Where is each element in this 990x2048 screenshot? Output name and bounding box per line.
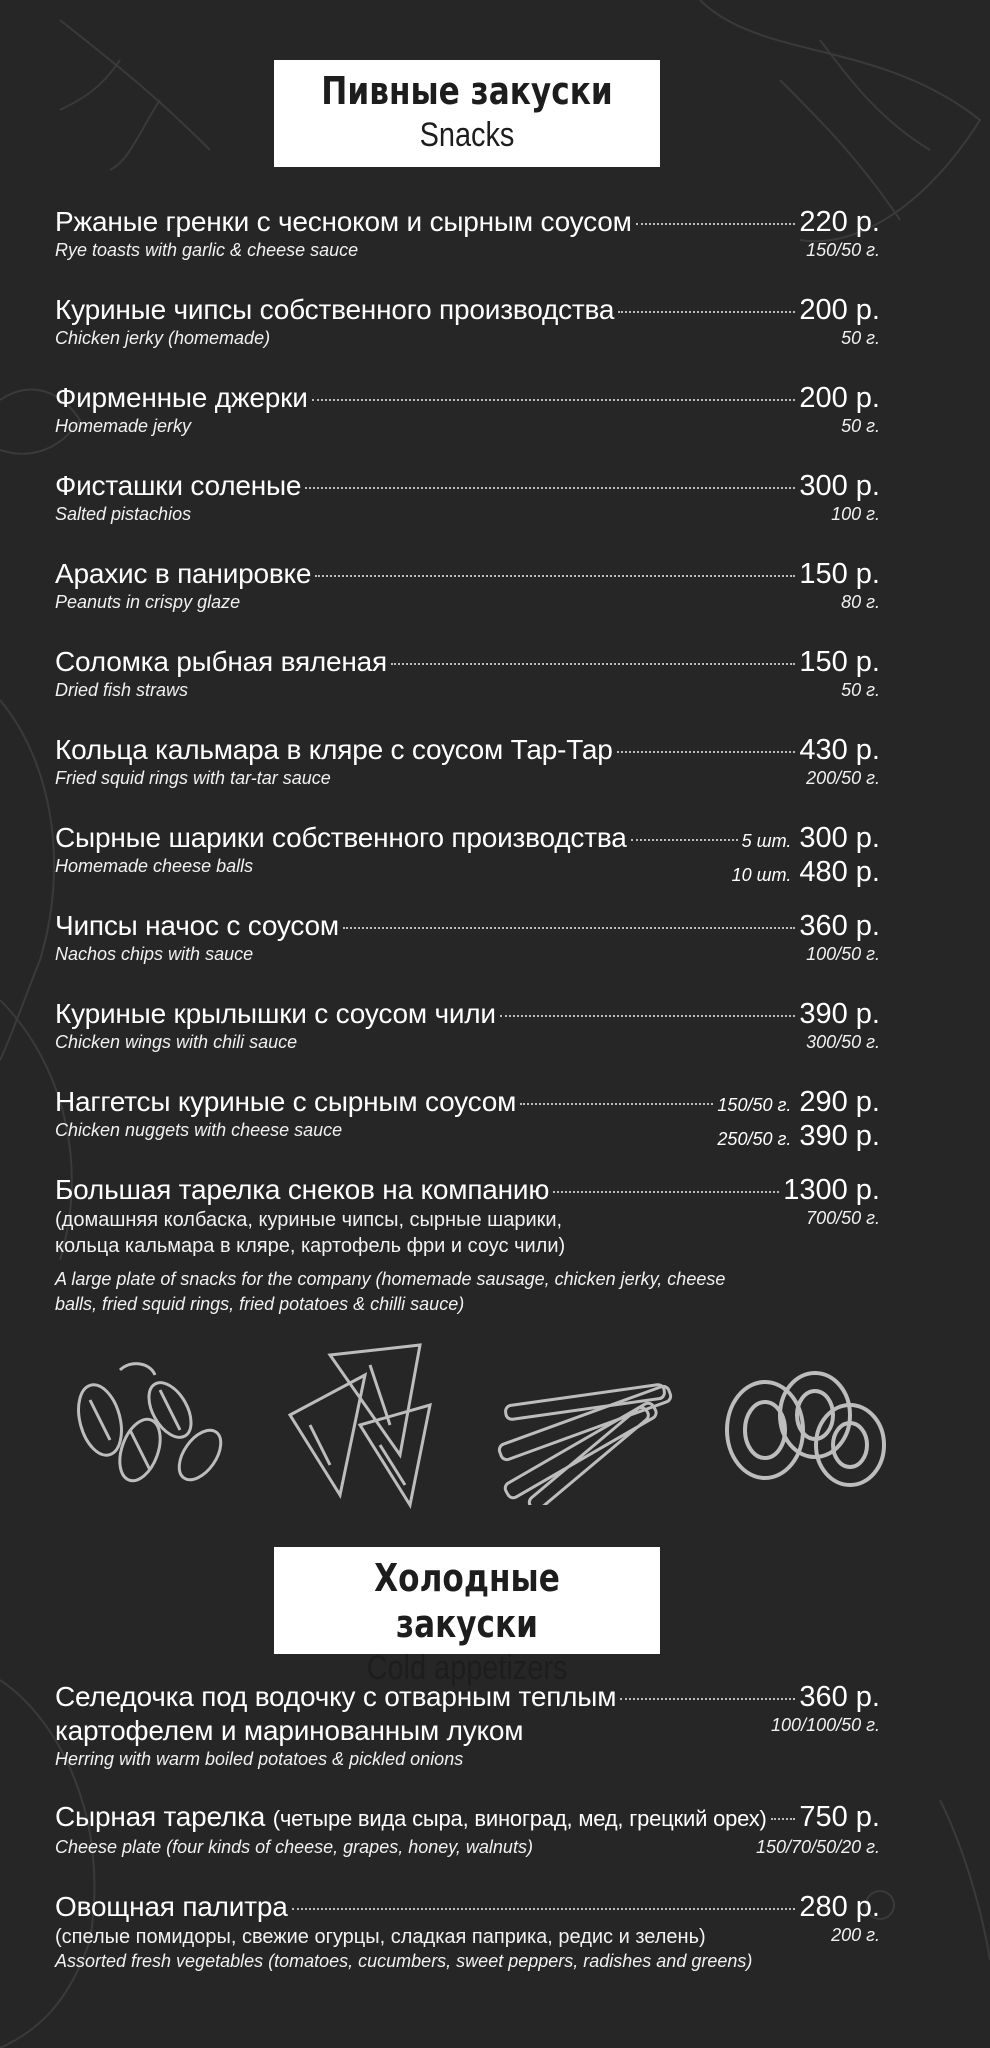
item-desc-en: Fried squid rings with tar-tar sauce bbox=[55, 768, 331, 788]
item-weight: 700/50 г. bbox=[806, 1208, 880, 1228]
item-name-line2: картофелем и маринованным луком bbox=[55, 1715, 524, 1746]
item-price: 390 р. bbox=[799, 1120, 880, 1152]
item-desc-en: Homemade cheese balls bbox=[55, 856, 254, 876]
menu-item bbox=[55, 381, 880, 437]
item-price: 290 р. bbox=[799, 1086, 880, 1118]
item-price: 150 р. bbox=[799, 646, 880, 678]
item-weight: 100/50 г. bbox=[806, 944, 880, 964]
item-name-main: Сырная тарелка bbox=[55, 1801, 266, 1832]
item-price: 220 р. bbox=[799, 206, 880, 238]
leader-dots bbox=[520, 1103, 713, 1105]
item-name: Наггетсы куриные с сырным соусом bbox=[55, 1086, 517, 1117]
item-price: 360 р. bbox=[799, 1681, 880, 1713]
item-name: Соломка рыбная вяленая bbox=[55, 646, 388, 677]
leader-dots bbox=[500, 1015, 796, 1017]
item-name: Селедочка под водочку с отварным теплым bbox=[55, 1681, 617, 1712]
item-weight: 50 г. bbox=[841, 416, 880, 436]
item-quantity: 10 шт. bbox=[731, 865, 792, 885]
section-title-en: Cold appetizers bbox=[366, 1649, 568, 1687]
section-title-snacks bbox=[274, 60, 660, 167]
leader-dots bbox=[553, 1191, 779, 1193]
item-name: Сырные шарики собственного производства bbox=[55, 822, 627, 853]
section-title-cold bbox=[274, 1547, 660, 1687]
menu-item bbox=[55, 293, 880, 349]
squid-rings-icon bbox=[720, 1355, 890, 1505]
leader-dots bbox=[618, 311, 795, 313]
item-desc-ru: (спелые помидоры, свежие огурцы, сладкая паприка, редис и зелень) bbox=[55, 1926, 706, 1948]
leader-dots bbox=[292, 1908, 796, 1910]
leader-dots bbox=[620, 1698, 795, 1700]
menu-item bbox=[55, 1890, 880, 1972]
item-price: 280 р. bbox=[799, 1891, 880, 1923]
section-title-ru: Холодные закуски bbox=[374, 1556, 560, 1646]
item-weight: 200 г. bbox=[831, 1925, 880, 1945]
item-name: Чипсы начос с соусом bbox=[55, 910, 339, 941]
leader-dots bbox=[636, 223, 796, 225]
item-weight: 50 г. bbox=[841, 680, 880, 700]
item-name: Арахис в панировке bbox=[55, 558, 312, 589]
item-name: Куриные крылышки с соусом чили bbox=[55, 998, 496, 1029]
item-name: Фирменные джерки bbox=[55, 382, 308, 413]
leader-dots bbox=[771, 1818, 796, 1820]
menu-item bbox=[55, 557, 880, 613]
item-price: 430 р. bbox=[799, 734, 880, 766]
menu-item bbox=[55, 997, 880, 1053]
menu-item bbox=[55, 645, 880, 701]
item-name: Овощная палитра bbox=[55, 1891, 288, 1922]
leader-dots bbox=[312, 399, 796, 401]
menu-item bbox=[55, 1800, 880, 1858]
menu-item bbox=[55, 1173, 880, 1317]
item-desc-en: Cheese plate (four kinds of cheese, grapes, honey, walnuts) bbox=[55, 1837, 533, 1857]
menu-item bbox=[55, 469, 880, 525]
item-desc-en: Herring with warm boiled potatoes & pickled onions bbox=[55, 1749, 464, 1769]
item-name: Кольца кальмара в кляре с соусом Тар-Тар bbox=[55, 734, 613, 765]
menu-item bbox=[55, 205, 880, 261]
item-price-alt bbox=[717, 1119, 880, 1153]
leader-dots bbox=[617, 751, 796, 753]
item-weight: 100/100/50 г. bbox=[771, 1715, 880, 1735]
item-quantity: 250/50 г. bbox=[717, 1129, 792, 1149]
item-weight: 100 г. bbox=[831, 504, 880, 524]
item-desc-en: Homemade jerky bbox=[55, 416, 192, 436]
item-desc-en: Rye toasts with garlic & cheese sauce bbox=[55, 240, 359, 260]
menu-item bbox=[55, 1085, 880, 1153]
item-quantity: 150/50 г. bbox=[717, 1095, 792, 1115]
item-desc-en: Nachos chips with sauce bbox=[55, 944, 254, 964]
item-name: Большая тарелка снеков на компанию bbox=[55, 1174, 550, 1205]
item-price: 360 р. bbox=[799, 910, 880, 942]
item-price: 200 р. bbox=[799, 382, 880, 414]
item-desc-en: Chicken jerky (homemade) bbox=[55, 328, 271, 348]
item-weight: 80 г. bbox=[841, 592, 880, 612]
leader-dots bbox=[343, 927, 795, 929]
item-name bbox=[55, 1800, 767, 1836]
item-desc-en: Salted pistachios bbox=[55, 504, 192, 524]
peanuts-icon bbox=[60, 1350, 240, 1510]
item-desc-en: Peanuts in crispy glaze bbox=[55, 592, 241, 612]
item-desc-en: Chicken nuggets with cheese sauce bbox=[55, 1120, 343, 1140]
item-name: Фисташки соленые bbox=[55, 470, 302, 501]
item-name-note: (четыре вида сыра, виноград, мед, грецкий орех) bbox=[272, 1806, 767, 1831]
item-name: Куриные чипсы собственного производства bbox=[55, 294, 615, 325]
item-desc-ru: (домашняя колбаска, куриные чипсы, сырные шарики, кольца кальмара в кляре, картофель фри и соус чили) bbox=[55, 1209, 566, 1257]
menu-item bbox=[55, 821, 880, 889]
item-weight: 150/70/50/20 г. bbox=[756, 1837, 880, 1857]
item-price: 200 р. bbox=[799, 294, 880, 326]
item-weight: 150/50 г. bbox=[806, 240, 880, 260]
leader-dots bbox=[305, 487, 795, 489]
item-weight: 200/50 г. bbox=[806, 768, 880, 788]
illustrations-row bbox=[55, 1335, 895, 1515]
nachos-icon bbox=[270, 1335, 440, 1510]
item-desc-en: Chicken wings with chili sauce bbox=[55, 1032, 298, 1052]
item-price: 300 р. bbox=[799, 822, 880, 854]
item-desc-en: Dried fish straws bbox=[55, 680, 189, 700]
section-title-ru: Пивные закуски bbox=[321, 69, 613, 113]
leader-dots bbox=[315, 575, 795, 577]
item-price-alt bbox=[732, 855, 880, 889]
leader-dots bbox=[391, 663, 795, 665]
item-price: 480 р. bbox=[799, 856, 880, 888]
item-name: Ржаные гренки с чесноком и сырным соусом bbox=[55, 206, 632, 237]
item-price: 1300 р. bbox=[783, 1174, 880, 1206]
item-quantity: 5 шт. bbox=[741, 831, 792, 851]
item-price: 300 р. bbox=[799, 470, 880, 502]
item-price: 150 р. bbox=[799, 558, 880, 590]
menu-item bbox=[55, 733, 880, 789]
item-desc-en: Assorted fresh vegetables (tomatoes, cucumbers, sweet peppers, radishes and greens) bbox=[55, 1951, 753, 1971]
leader-dots bbox=[631, 839, 738, 841]
item-price: 750 р. bbox=[799, 1801, 880, 1833]
menu-item bbox=[55, 1680, 880, 1770]
item-desc-en: A large plate of snacks for the company (homemade sausage, chicken jerky, cheese balls, fried squid rings, fried potatoes & chilli sauce) bbox=[55, 1269, 726, 1314]
item-weight: 50 г. bbox=[841, 328, 880, 348]
item-weight: 300/50 г. bbox=[806, 1032, 880, 1052]
section-title-en: Snacks bbox=[419, 116, 515, 154]
fish-straws-icon bbox=[485, 1345, 685, 1505]
menu-item bbox=[55, 909, 880, 965]
item-price: 390 р. bbox=[799, 998, 880, 1030]
